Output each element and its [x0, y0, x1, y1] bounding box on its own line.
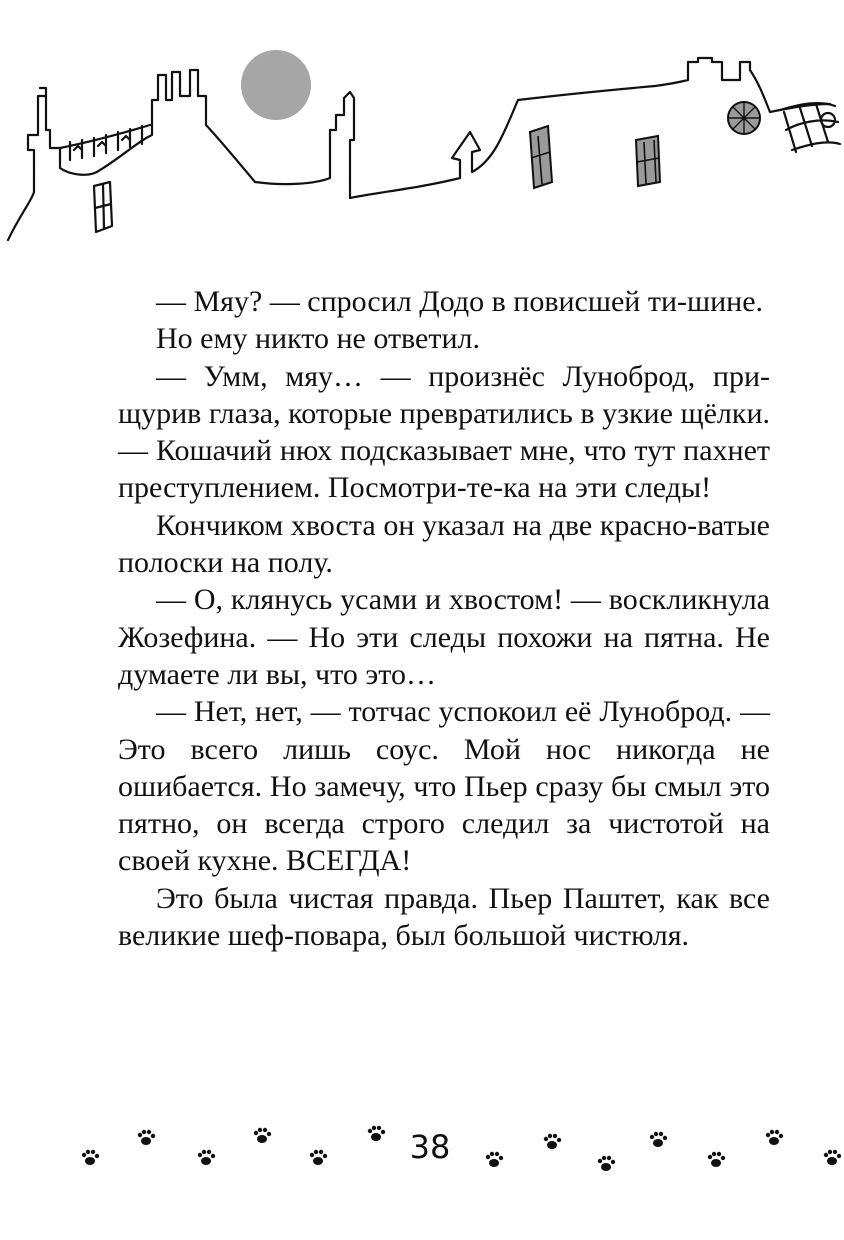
paw-print-icon — [252, 1126, 272, 1146]
paw-print-icon — [648, 1130, 668, 1150]
paragraph: — Нет, нет, — тотчас успокоил её Луноброд. — Это всего лишь соус. Мой нос никогда не ошибается. Но замечу, что Пьер сразу бы смыл это пятно, он всегда строго следил за чистотой на своей кухне. ВСЕГДА! — [118, 695, 770, 878]
paw-print-icon — [308, 1148, 328, 1168]
paw-print-icon — [596, 1154, 616, 1174]
paragraph: Это была чистая правда. Пьер Паштет, как все великие шеф-повара, был большой чистюля. — [118, 881, 770, 953]
paw-print-icon — [484, 1150, 504, 1170]
page-number: 38 — [409, 1128, 451, 1166]
paw-print-icon — [136, 1128, 156, 1148]
paw-print-icon — [542, 1132, 562, 1152]
paragraph: — Мяу? — спросил Додо в повисшей ти-шине. — [156, 285, 764, 318]
paw-print-icon — [706, 1150, 726, 1170]
body-text — [118, 283, 770, 954]
paw-print-icon — [764, 1128, 784, 1148]
paw-print-icon — [196, 1148, 216, 1168]
paragraph: Кончиком хвоста он указал на две красно-ватые полоски на полу. — [118, 508, 770, 580]
rooftops-illustration — [0, 0, 844, 250]
paragraph: — О, клянусь усами и хвостом! — воскликнула Жозефина. — Но эти следы похожи на пятна. Не думаете ли вы, что это… — [118, 583, 770, 691]
paw-print-icon — [80, 1148, 100, 1168]
paragraph: Но ему никто не ответил. — [156, 322, 480, 356]
paw-print-icon — [366, 1124, 386, 1144]
paw-print-icon — [822, 1148, 842, 1168]
paragraph: — Умм, мяу… — произнёс Луноброд, при-щурив глаза, которые превратились в узкие щёлки. — Кошачий нюх подсказывает мне, что тут пахнет преступлением. Посмотри-те-ка на эти следы! — [118, 359, 770, 505]
